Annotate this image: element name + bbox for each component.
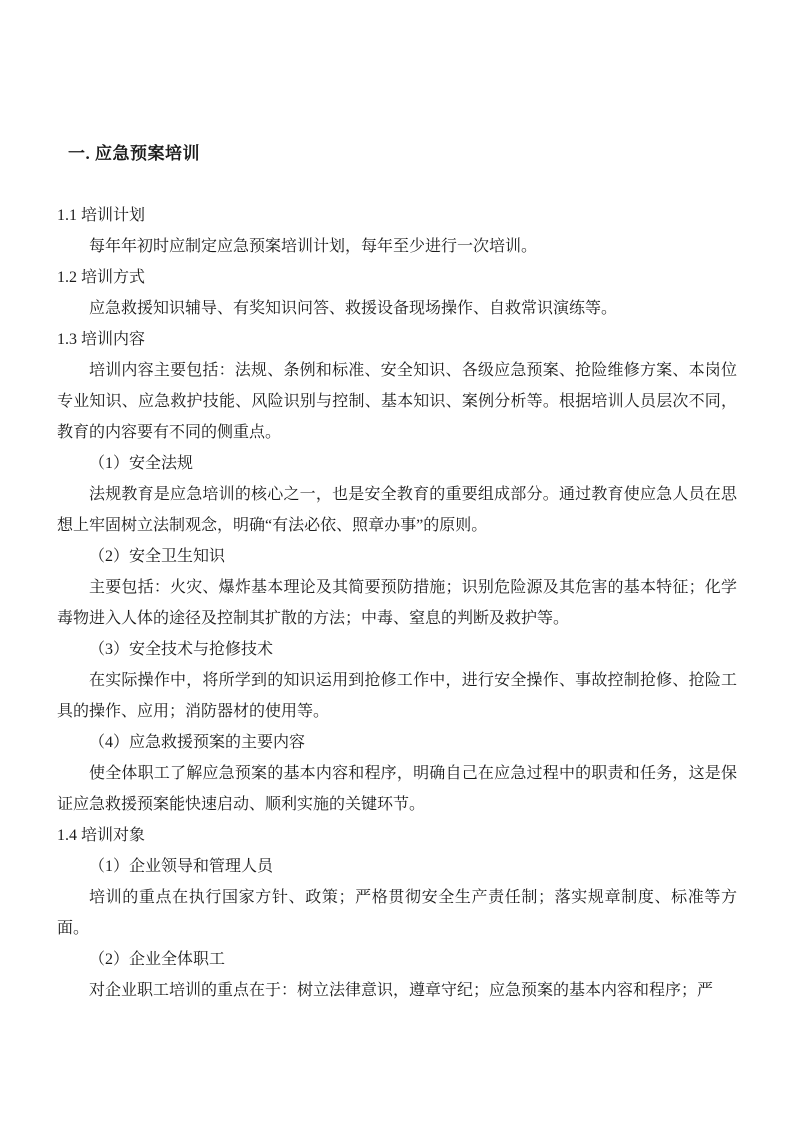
document-title: 一. 应急预案培训 — [68, 144, 200, 163]
subheading-1-3-item-4: （4）应急救援预案的主要内容 — [89, 734, 306, 751]
paragraph-1-2-body: 应急救援知识辅导、有奖知识问答、救援设备现场操作、自救常识演练等。 — [89, 300, 618, 317]
paragraph-item-3-body: 在实际操作中，将所学到的知识运用到抢修工作中，进行安全操作、事故控制抢修、抢险工具的操作、应用；消防器材的使用等。 — [57, 672, 737, 720]
paragraph-item-4-body: 使全体职工了解应急预案的基本内容和程序，明确自己在应急过程中的职责和任务，这是保证应急救援预案能快速启动、顺利实施的关键环节。 — [57, 765, 737, 813]
subheading-1-3-item-3: （3）安全技术与抢修技术 — [89, 641, 274, 658]
paragraph-1-4-item-1-body: 培训的重点在执行国家方针、政策；严格贯彻安全生产责任制；落实规章制度、标准等方面。 — [57, 889, 737, 937]
paragraph-1-3-body: 培训内容主要包括：法规、条例和标准、安全知识、各级应急预案、抢险维修方案、本岗位专业知识、应急救护技能、风险识别与控制、基本知识、案例分析等。根据培训人员层次不同，教育的内容要有不同的侧重点。 — [57, 362, 737, 441]
paragraph-1-1-body: 每年年初时应制定应急预案培训计划，每年至少进行一次培训。 — [89, 238, 538, 255]
section-heading-1-3: 1.3 培训内容 — [57, 331, 146, 348]
section-heading-1-1: 1.1 培训计划 — [57, 207, 146, 224]
paragraph-item-1-body: 法规教育是应急培训的核心之一，也是安全教育的重要组成部分。通过教育使应急人员在思想上牢固树立法制观念，明确“有法必依、照章办事”的原则。 — [57, 486, 737, 534]
document-content — [57, 138, 737, 1006]
subheading-1-4-item-1: （1）企业领导和管理人员 — [89, 858, 274, 875]
paragraph-1-4-item-2-body: 对企业职工培训的重点在于：树立法律意识，遵章守纪；应急预案的基本内容和程序；严 — [89, 982, 714, 999]
section-heading-1-2: 1.2 培训方式 — [57, 269, 146, 286]
subheading-1-4-item-2: （2）企业全体职工 — [89, 951, 226, 968]
section-heading-1-4: 1.4 培训对象 — [57, 827, 146, 844]
subheading-1-3-item-1: （1）安全法规 — [89, 455, 194, 472]
paragraph-item-2-body: 主要包括：火灾、爆炸基本理论及其简要预防措施；识别危险源及其危害的基本特征；化学毒物进入人体的途径及控制其扩散的方法；中毒、窒息的判断及救护等。 — [57, 579, 737, 627]
subheading-1-3-item-2: （2）安全卫生知识 — [89, 548, 226, 565]
